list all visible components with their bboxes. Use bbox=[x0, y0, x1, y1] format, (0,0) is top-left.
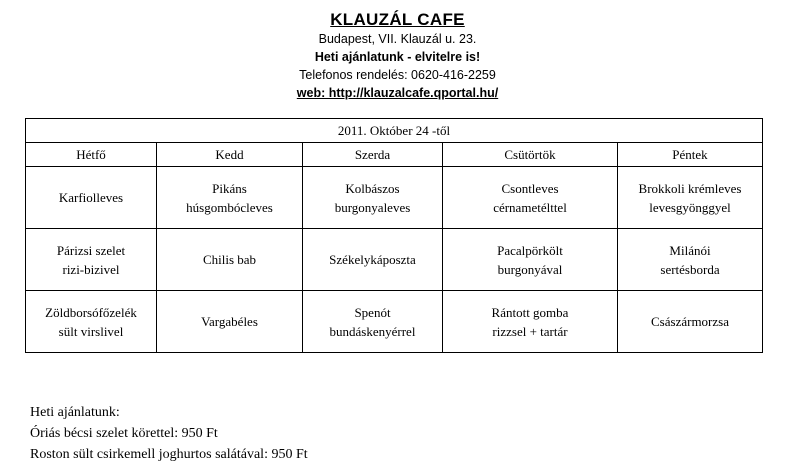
website-link[interactable]: web: http://klauzalcafe.qportal.hu/ bbox=[296, 86, 499, 100]
phone-order: Telefonos rendelés: 0620-416-2259 bbox=[299, 68, 496, 82]
address: Budapest, VII. Klauzál u. 23. bbox=[318, 32, 477, 46]
dish-cell: Császármorzsa bbox=[618, 291, 763, 353]
weekly-offer-item: Roston sült csirkemell joghurtos salátával: 950 Ft bbox=[30, 447, 308, 462]
dish-cell: Milánói sertésborda bbox=[618, 229, 763, 291]
dish-cell: Pikáns húsgombócleves bbox=[157, 167, 303, 229]
dish-cell: Párizsi szelet rizi-bizivel bbox=[26, 229, 157, 291]
table-row bbox=[26, 229, 763, 291]
dish-cell: Chilis bab bbox=[157, 229, 303, 291]
weekly-offer-heading: Heti ajánlatunk: bbox=[30, 405, 120, 420]
table-row bbox=[26, 291, 763, 353]
takeaway-note: Heti ajánlatunk - elvitelre is! bbox=[314, 50, 481, 64]
dish-cell: Karfiolleves bbox=[26, 167, 157, 229]
dish-cell: Zöldborsófőzelék sült virslivel bbox=[26, 291, 157, 353]
menu-date-range: 2011. Október 24 -től bbox=[26, 119, 763, 143]
dish-cell: Kolbászos burgonyaleves bbox=[303, 167, 443, 229]
dish-cell: Székelykáposzta bbox=[303, 229, 443, 291]
day-header-thursday: Csütörtök bbox=[443, 143, 618, 167]
dish-cell: Csontleves cérnametélttel bbox=[443, 167, 618, 229]
dish-cell: Rántott gomba rizzsel + tartár bbox=[443, 291, 618, 353]
restaurant-name: KLAUZÁL CAFE bbox=[330, 10, 465, 29]
restaurant-header bbox=[0, 10, 795, 102]
dish-cell: Pacalpörkölt burgonyával bbox=[443, 229, 618, 291]
day-header-friday: Péntek bbox=[618, 143, 763, 167]
weekly-offer bbox=[30, 402, 308, 465]
table-row bbox=[26, 167, 763, 229]
day-header-wednesday: Szerda bbox=[303, 143, 443, 167]
dish-cell: Brokkoli krémleves levesgyönggyel bbox=[618, 167, 763, 229]
day-header-tuesday: Kedd bbox=[157, 143, 303, 167]
weekly-offer-item: Óriás bécsi szelet körettel: 950 Ft bbox=[30, 426, 218, 441]
weekly-menu-table bbox=[25, 118, 763, 353]
dish-cell: Vargabéles bbox=[157, 291, 303, 353]
day-header-monday: Hétfő bbox=[26, 143, 157, 167]
dish-cell: Spenót bundáskenyérrel bbox=[303, 291, 443, 353]
